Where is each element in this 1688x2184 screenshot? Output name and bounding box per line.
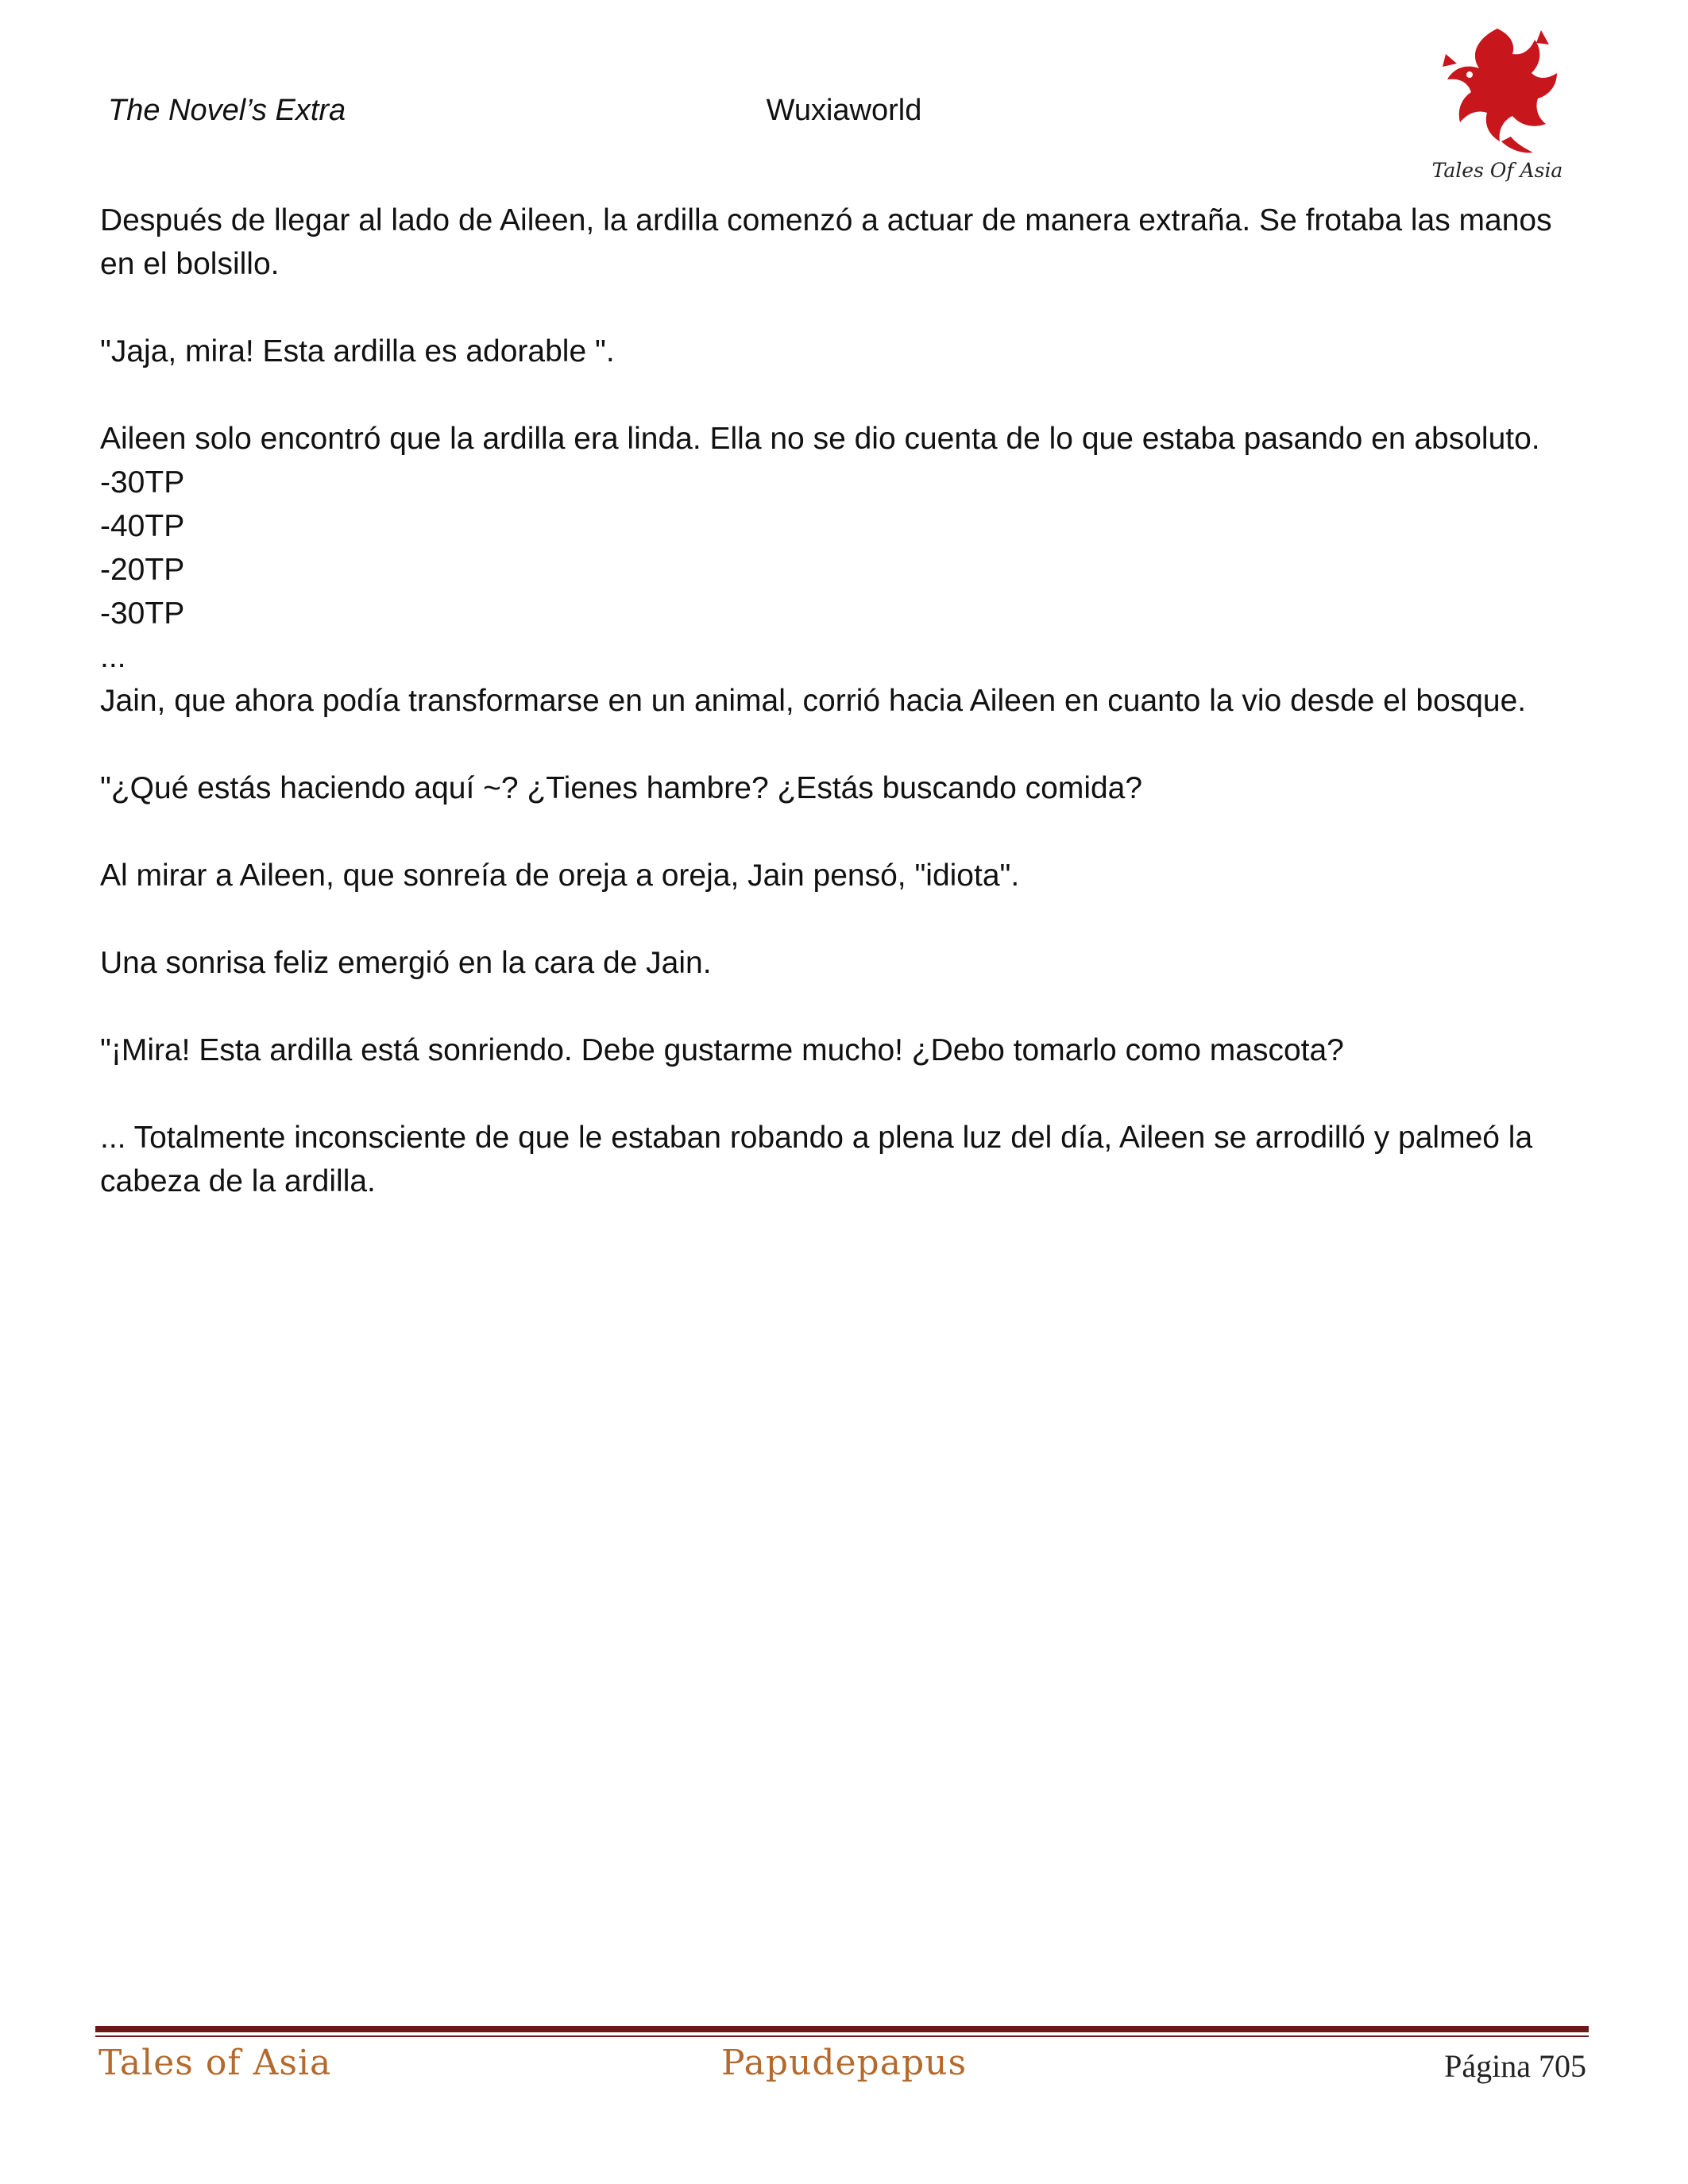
paragraph: Aileen solo encontró que la ardilla era linda. Ella no se dio cuenta de lo que estaba pasando en absoluto. -30TP -40TP -20TP -30TP ... Jain, que ahora podía transformarse en un animal, corrió hacia Aileen en cuanto la vio desde el bosque. xyxy=(100,422,1540,718)
paragraph: Después de llegar al lado de Aileen, la ardilla comenzó a actuar de manera extraña. Se frotaba las manos en el bolsillo. xyxy=(100,203,1561,281)
header-novel-title: The Novel’s Extra xyxy=(108,94,346,127)
tales-of-asia-logo xyxy=(1422,22,1573,189)
footer-translator: Papudepapus xyxy=(720,2043,968,2083)
paragraph: Una sonrisa feliz emergió en la cara de Jain. xyxy=(100,946,712,980)
paragraph: "¿Qué estás haciendo aquí ~? ¿Tienes hambre? ¿Estás buscando comida? xyxy=(100,771,1143,805)
page-number: Página 705 xyxy=(1444,2048,1586,2084)
footer-rule-thin xyxy=(95,2035,1589,2037)
header-site-name: Wuxiaworld xyxy=(766,94,922,127)
chapter-body xyxy=(100,199,1561,1203)
logo-caption: Tales Of Asia xyxy=(1431,159,1563,182)
dragon-icon xyxy=(1422,22,1573,161)
paragraph: Al mirar a Aileen, que sonreía de oreja a oreja, Jain pensó, "idiota". xyxy=(100,859,1020,893)
paragraph: "¡Mira! Esta ardilla está sonriendo. Debe gustarme mucho! ¿Debo tomarlo como mascota? xyxy=(100,1033,1344,1067)
paragraph: "Jaja, mira! Esta ardilla es adorable ". xyxy=(100,334,615,369)
paragraph: ... Totalmente inconsciente de que le estaban robando a plena luz del día, Aileen se arrodilló y palmeó la cabeza de la ardilla. xyxy=(100,1121,1541,1198)
footer-publisher: Tales of Asia xyxy=(98,2043,332,2083)
footer-rule xyxy=(95,2026,1589,2032)
